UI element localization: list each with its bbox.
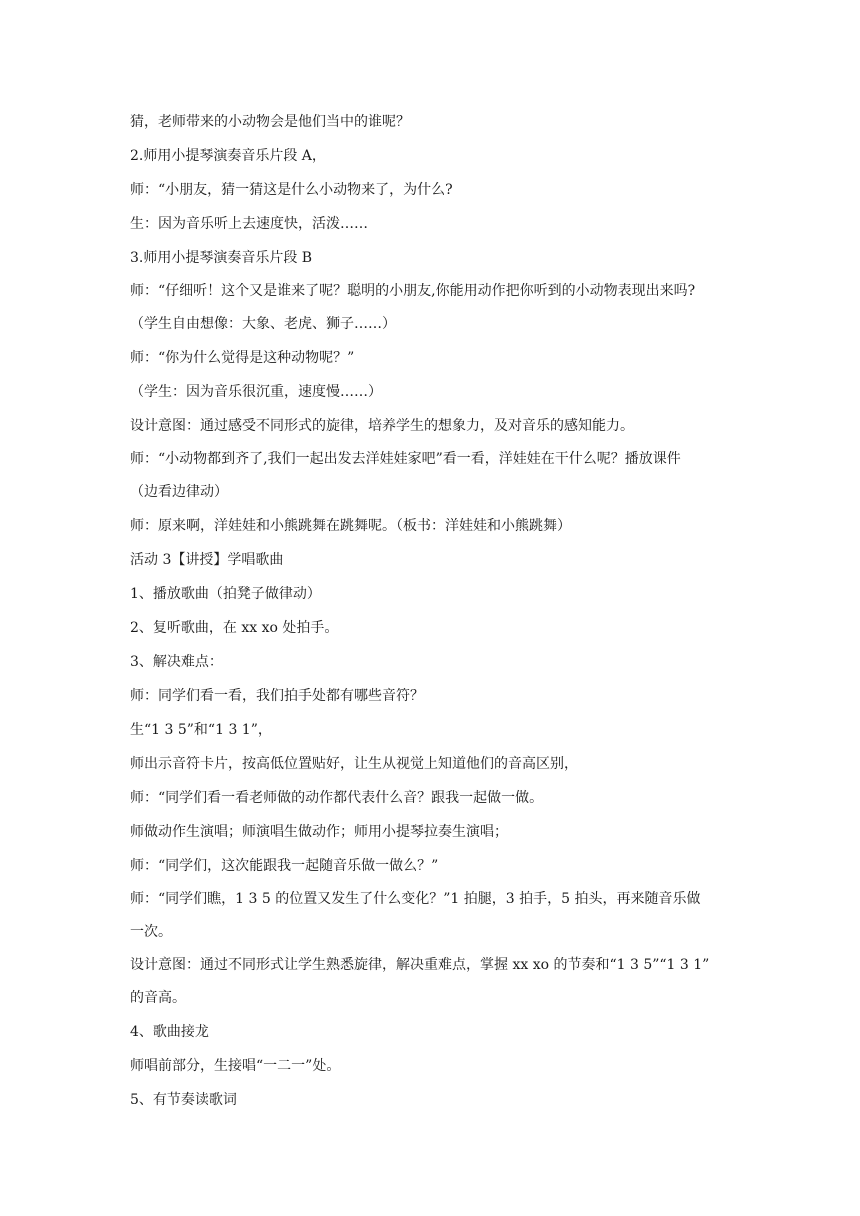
text-line: 1、播放歌曲（拍凳子做律动） (130, 586, 321, 602)
text-line: 师：原来啊，洋娃娃和小熊跳舞在跳舞呢。（板书：洋娃娃和小熊跳舞） (130, 518, 571, 534)
text-line: 猜，老师带来的小动物会是他们当中的谁呢？ (130, 114, 410, 130)
text-line: （学生自由想像：大象、老虎、狮子……） (130, 316, 396, 332)
text-line: 2、复听歌曲，在 xx xo 处拍手。 (130, 620, 339, 636)
text-line: 师：“小朋友，猜一猜这是什么小动物来了，为什么? (130, 182, 453, 198)
text-line: 3、解决难点： (130, 654, 223, 670)
text-line: 师：“同学们，这次能跟我一起随音乐做一做么？” (130, 858, 439, 874)
text-line: 师唱前部分，生接唱“一二一”处。 (130, 1058, 341, 1074)
text-line: 师：“同学们瞧，1 3 5 的位置又发生了什么变化？”1 拍腿，3 拍手，5 拍头，再来随音乐做 (130, 891, 701, 907)
text-line: 生：因为音乐听上去速度快，活泼…… (130, 216, 368, 232)
text-line: 生“1 3 5”和“1 3 1”， (130, 722, 272, 738)
text-line: 4、歌曲接龙 (130, 1024, 209, 1040)
document-page (130, 105, 740, 1117)
text-line: 2.师用小提琴演奏音乐片段 A， (130, 148, 326, 164)
text-line: 师：“小动物都到齐了,我们一起出发去洋娃娃家吧”看一看，洋娃娃在干什么呢？播放课件 (130, 451, 681, 467)
text-line: 3.师用小提琴演奏音乐片段 B (130, 250, 313, 266)
text-line: 5、有节奏读歌词 (130, 1092, 237, 1108)
text-line: 师做动作生演唱；师演唱生做动作；师用小提琴拉奏生演唱； (130, 824, 508, 840)
text-line: （边看边律动） (130, 484, 228, 500)
text-line: （学生：因为音乐很沉重，速度慢……） (130, 384, 382, 400)
text-line: 师出示音符卡片，按高低位置贴好，让生从视觉上知道他们的音高区别， (130, 756, 578, 772)
text-line: 活动 3【讲授】学唱歌曲 (130, 552, 284, 568)
text-line: 设计意图：通过感受不同形式的旋律，培养学生的想象力，及对音乐的感知能力。 (130, 418, 634, 434)
text-line: 设计意图：通过不同形式让学生熟悉旋律，解决重难点，掌握 xx xo 的节奏和“1 3 5”“1 3 1” (130, 957, 710, 973)
text-line: 师：“同学们看一看老师做的动作都代表什么音？跟我一起做一做。 (130, 790, 544, 806)
text-line: 师：同学们看一看，我们拍手处都有哪些音符？ (130, 688, 424, 704)
text-line: 的音高。 (130, 990, 186, 1006)
text-line: 师：“你为什么觉得是这种动物呢？” (130, 350, 355, 366)
text-line: 师：“仔细听！这个又是谁来了呢？聪明的小朋友,你能用动作把你听到的小动物表现出来吗? (130, 283, 696, 299)
text-line: 一次。 (130, 924, 172, 940)
